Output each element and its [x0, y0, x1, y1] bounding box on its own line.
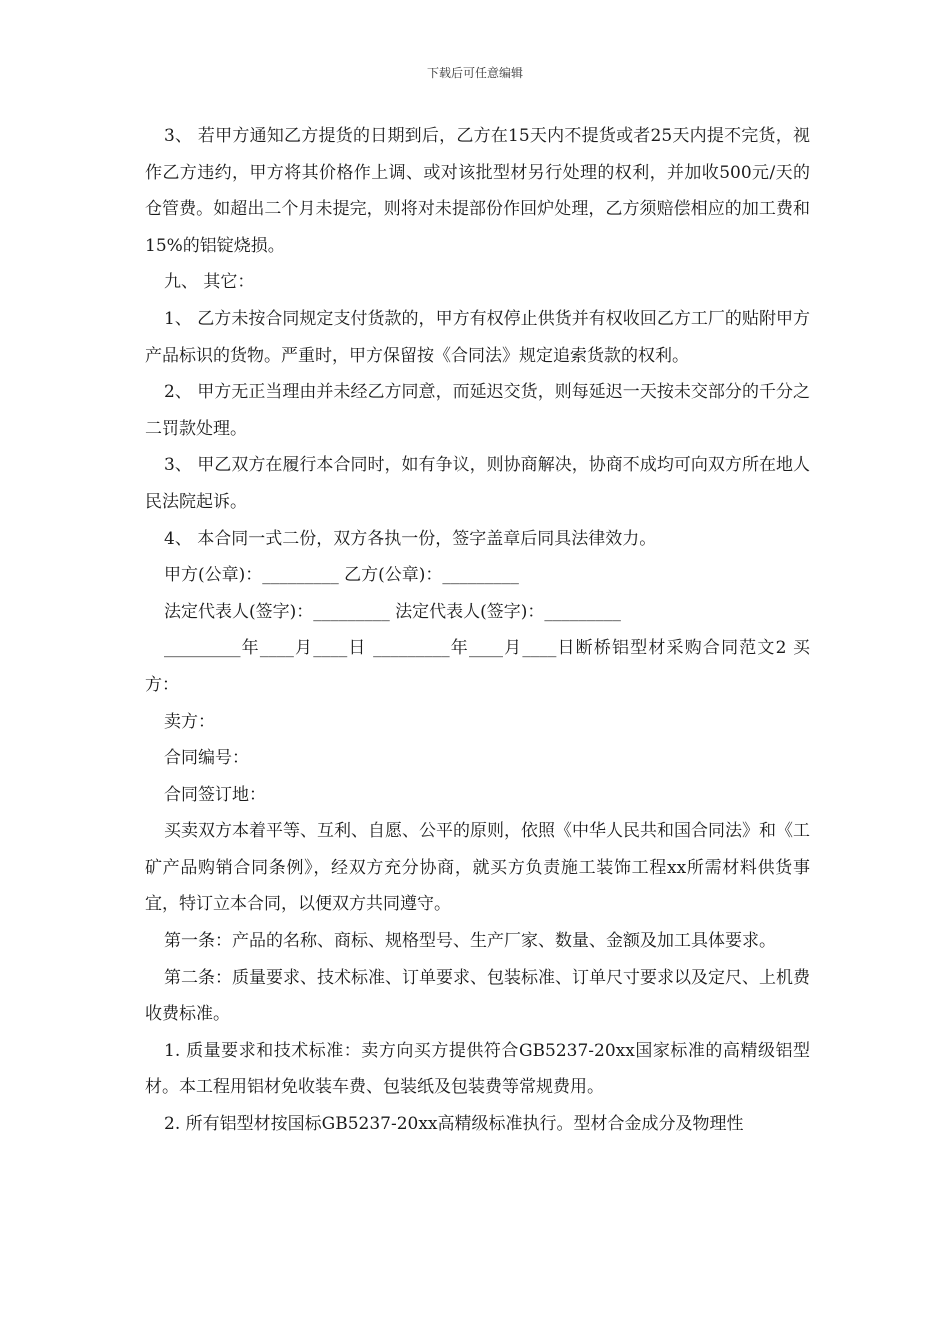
paragraph-article-2: 第二条：质量要求、技术标准、订单要求、包装标准、订单尺寸要求以及定尺、上机费收费标准。: [145, 967, 810, 1025]
paragraph-clause-9-1: 1、 乙方未按合同规定支付货款的，甲方有权停止供货并有权收回乙方工厂的贴附甲方产品标识的货物。严重时，甲方保留按《合同法》规定追索货款的权利。: [145, 308, 810, 366]
signature-line-seal: 甲方(公章)：_________ 乙方(公章)：_________: [164, 565, 519, 586]
paragraph-clause-9-4: 4、 本合同一式二份，双方各执一份，签字盖章后同具法律效力。: [164, 528, 657, 549]
paragraph-article-2-item-2: 2. 所有铝型材按国标GB5237-20xx高精级标准执行。型材合金成分及物理性: [164, 1114, 744, 1135]
paragraph-clause-9-3: 3、 甲乙双方在履行本合同时，如有争议，则协商解决，协商不成均可向双方所在地人民法院起诉。: [145, 455, 810, 512]
paragraph-article-1: 第一条：产品的名称、商标、规格型号、生产厂家、数量、金额及加工具体要求。: [164, 931, 776, 952]
signature-line-representative: 法定代表人(签字)：_________ 法定代表人(签字)：_________: [164, 601, 621, 622]
seller-line: 卖方：: [164, 711, 215, 732]
signing-place-line: 合同签订地：: [164, 784, 266, 805]
section-heading-9: 九、 其它：: [164, 272, 255, 293]
document-body: [145, 118, 810, 1143]
paragraph-article-2-item-1: 1. 质量要求和技术标准：卖方向买方提供符合GB5237-20xx国家标准的高精级铝型材。本工程用铝材免收装车费、包装纸及包装费等常规费用。: [145, 1040, 810, 1098]
paragraph-clause-9-2: 2、 甲方无正当理由并未经乙方同意，而延迟交货，则每延迟一天按未交部分的千分之二罚款处理。: [145, 382, 810, 439]
date-line-and-title: _________年____月____日 _________年____月____日断桥铝型材采购合同范文2 买方：: [145, 638, 810, 695]
contract-number-line: 合同编号：: [164, 748, 249, 769]
paragraph-preamble: 买卖双方本着平等、互利、自愿、公平的原则，依照《中华人民共和国合同法》和《工矿产品购销合同条例》，经双方充分协商，就买方负责施工装饰工程xx所需材料供货事宜，特订立本合同，以便双方共同遵守。: [145, 821, 810, 915]
paragraph-clause-8-3: 3、 若甲方通知乙方提货的日期到后，乙方在15天内不提货或者25天内提不完货，视作乙方违约，甲方将其价格作上调、或对该批型材另行处理的权利，并加收500元/天的仓管费。如超出二个月未提完，则将对未提部份作回炉处理，乙方须赔偿相应的加工费和15%的铝锭烧损。: [145, 126, 810, 256]
page-header: 下载后可任意编辑: [426, 66, 523, 80]
